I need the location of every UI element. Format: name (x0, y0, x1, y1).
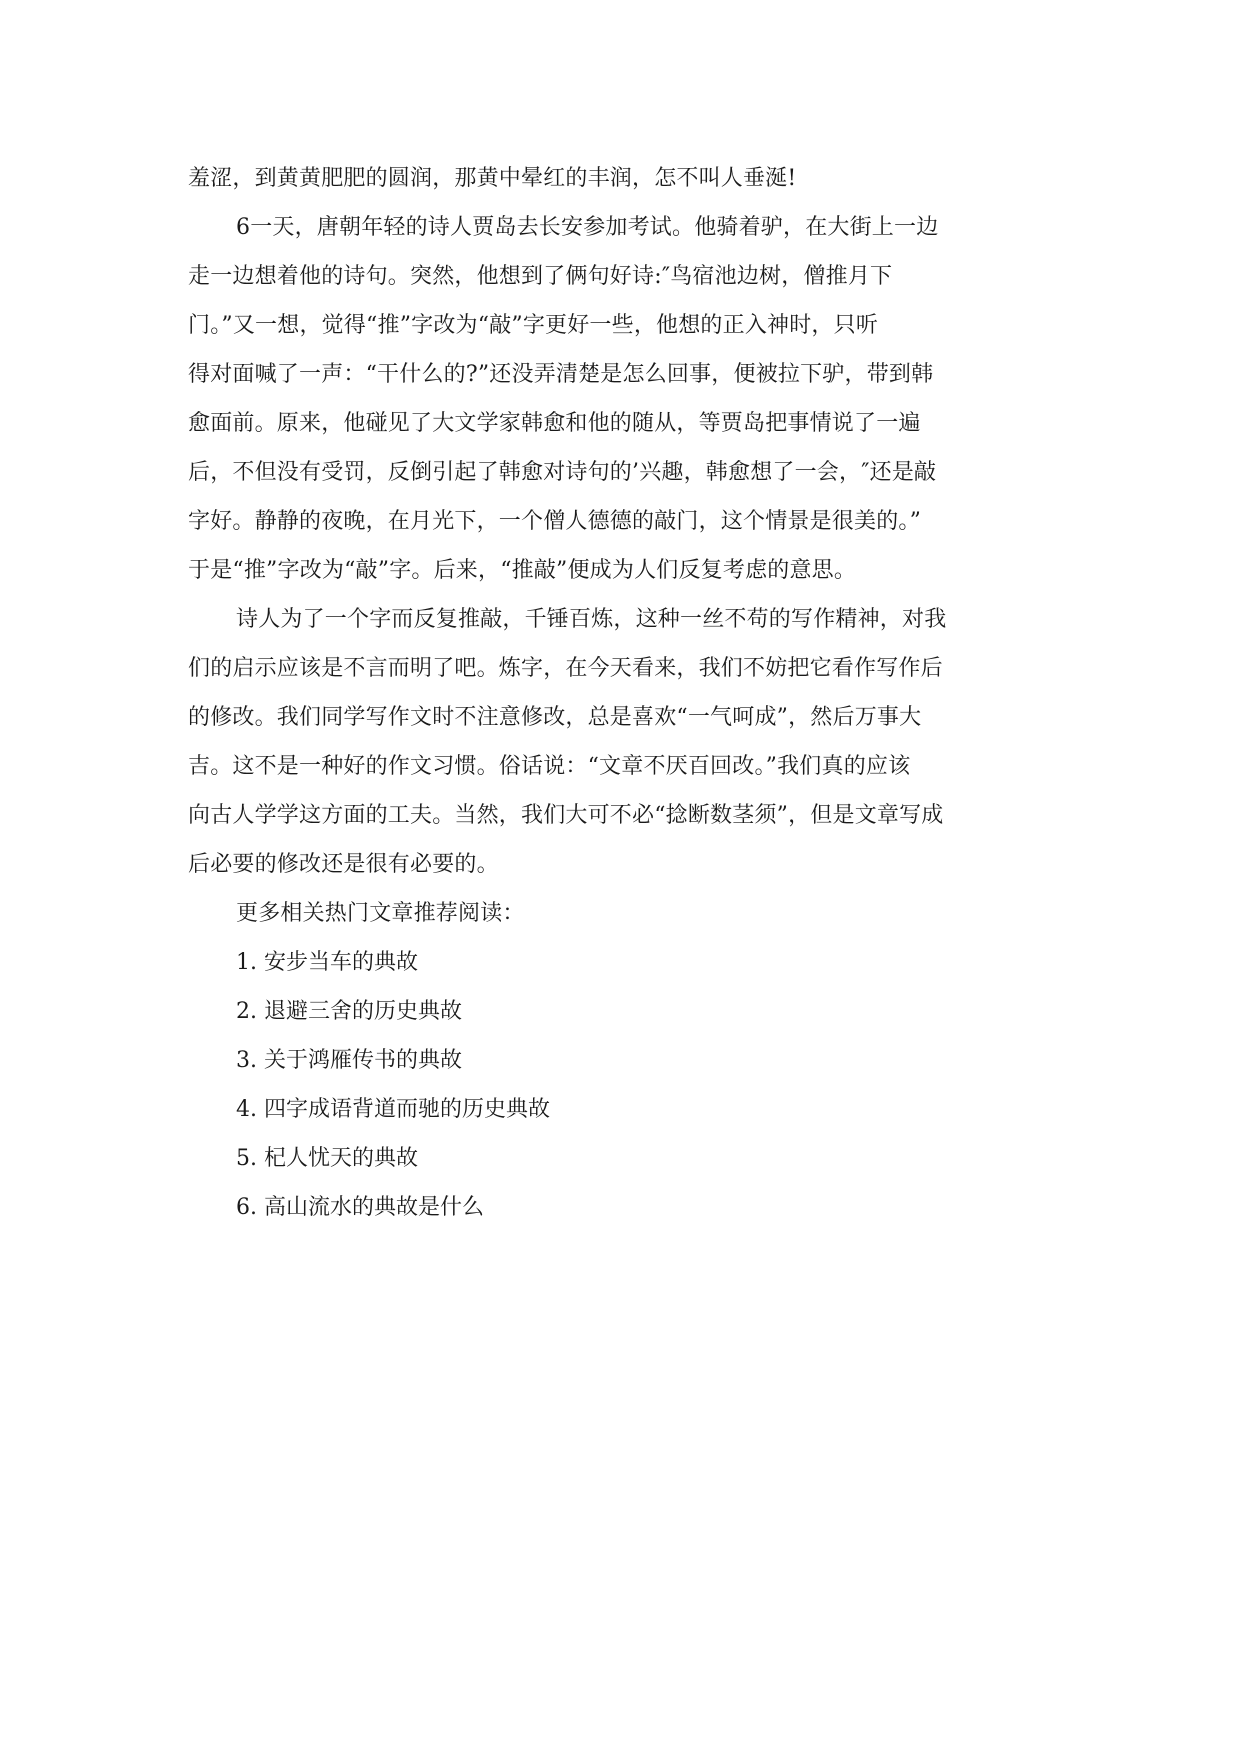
paragraph-line: 于是“推”字改为“敲”字。后来，“推敲”便成为人们反复考虑的意思。 (188, 558, 857, 583)
recommend-link-2[interactable]: 2. 退避三舍的历史典故 (236, 999, 462, 1024)
paragraph-line: 吉。这不是一种好的作文习惯。俗话说：“文章不厌百回改。”我们真的应该 (188, 754, 911, 779)
paragraph-line: 愈面前。原来，他碰见了大文学家韩愈和他的随从，等贾岛把事情说了一遍 (188, 411, 921, 436)
recommend-heading: 更多相关热门文章推荐阅读： (236, 901, 525, 926)
paragraph-line: 向古人学学这方面的工夫。当然，我们大可不必“捻断数茎须”，但是文章写成 (188, 803, 944, 828)
paragraph-line: 走一边想着他的诗句。突然，他想到了俩句好诗:″鸟宿池边树，僧推月下 (188, 264, 893, 289)
paragraph-line: 得对面喊了一声：“干什么的?”还没弄清楚是怎么回事，便被拉下驴，带到韩 (188, 362, 934, 387)
recommend-link-5[interactable]: 5. 杞人忧天的典故 (236, 1146, 418, 1171)
recommend-link-6[interactable]: 6. 高山流水的典故是什么 (236, 1195, 484, 1220)
recommend-link-3[interactable]: 3. 关于鸿雁传书的典故 (236, 1048, 462, 1073)
paragraph-line: 诗人为了一个字而反复推敲，千锤百炼，这种一丝不苟的写作精神，对我 (236, 607, 947, 632)
paragraph-line: 们的启示应该是不言而明了吧。炼字，在今天看来，我们不妨把它看作写作后 (188, 656, 943, 681)
paragraph-line: 羞涩，到黄黄肥肥的圆润，那黄中晕红的丰润，怎不叫人垂涎! (188, 166, 797, 191)
recommend-link-1[interactable]: 1. 安步当车的典故 (236, 950, 418, 975)
recommend-link-4[interactable]: 4. 四字成语背道而驰的历史典故 (236, 1097, 550, 1122)
paragraph-line: 后必要的修改还是很有必要的。 (188, 852, 499, 877)
paragraph-line: 后，不但没有受罚，反倒引起了韩愈对诗句的’兴趣，韩愈想了一会，″还是敲 (188, 460, 937, 485)
paragraph-line: 门。”又一想，觉得“推”字改为“敲”字更好一些，他想的正入神时，只听 (188, 313, 879, 338)
paragraph-line: 的修改。我们同学写作文时不注意修改，总是喜欢“一气呵成”，然后万事大 (188, 705, 922, 730)
paragraph-line: 6一天，唐朝年轻的诗人贾岛去长安参加考试。他骑着驴，在大街上一边 (236, 215, 939, 240)
paragraph-line: 字好。静静的夜晚，在月光下，一个僧人德德的敲门，这个情景是很美的。” (188, 509, 922, 534)
document-body (188, 154, 1058, 1232)
